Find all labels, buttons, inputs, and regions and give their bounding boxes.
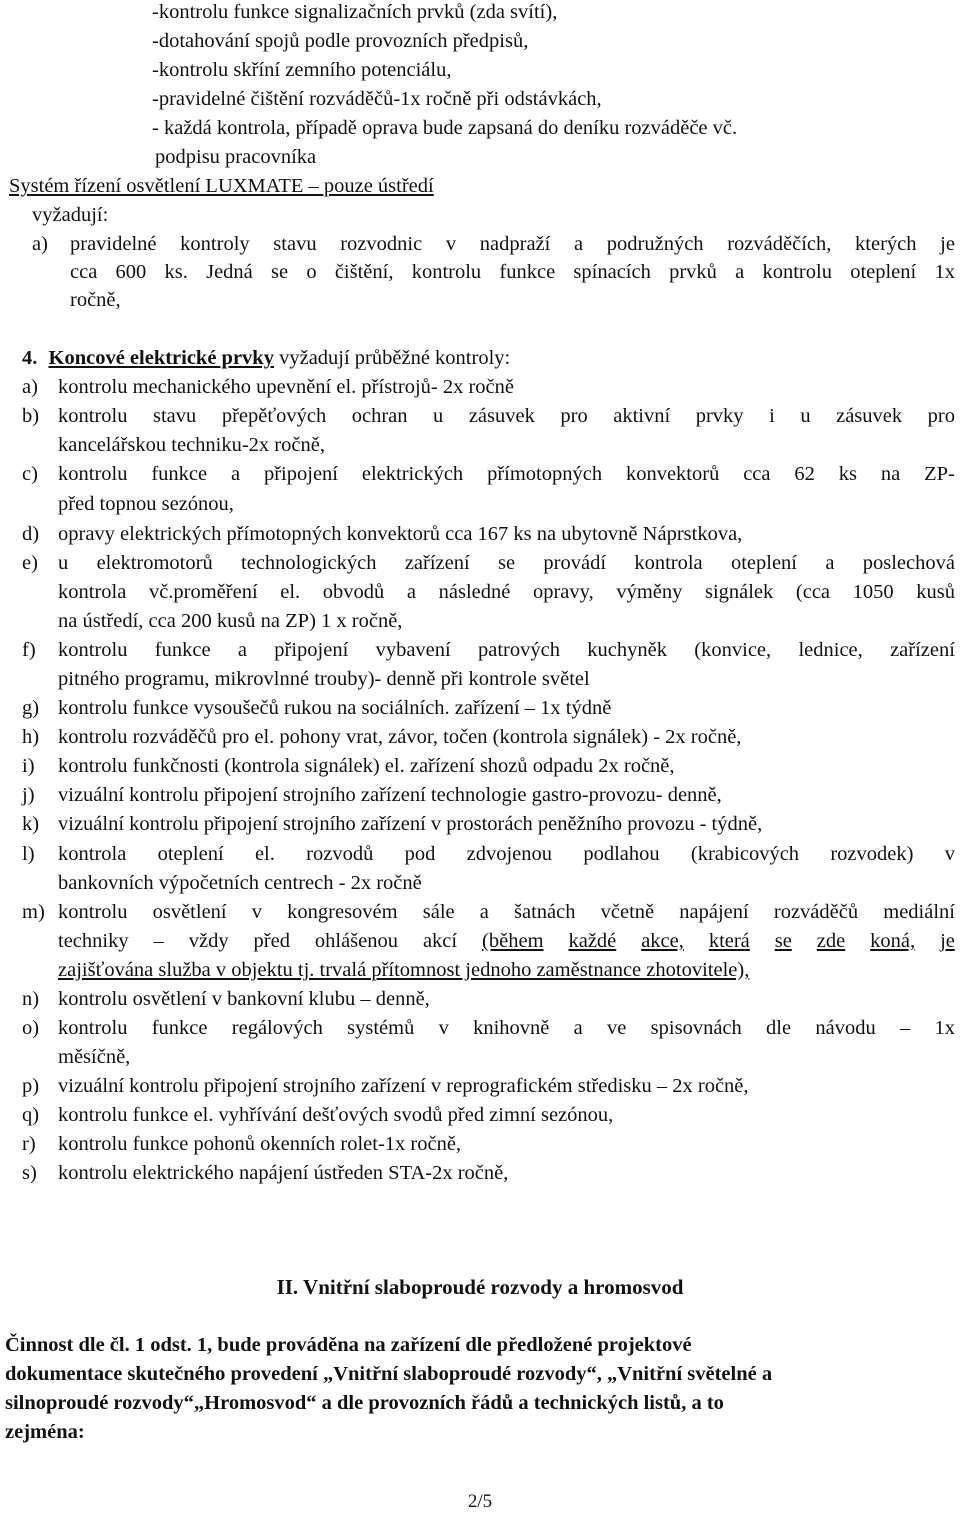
list-item-line: měsíčně,: [58, 1046, 131, 1068]
list-item-line: vizuální kontrolu připojení strojního zařízení v reprografickém středisku – 2x ročně,: [58, 1075, 749, 1097]
intro-line: -kontrolu funkce signalizačních prvků (zda svítí),: [152, 1, 558, 23]
activity-line: zejména:: [5, 1421, 85, 1443]
list-item-marker: o): [22, 1017, 40, 1039]
list-item-line: u elektromotorů technologických zařízení se provádí kontrola oteplení a poslechová: [58, 552, 955, 574]
intro-line: -kontrolu skříní zemního potenciálu,: [152, 59, 452, 81]
luxmate-item-a-line: ročně,: [70, 289, 121, 311]
list-item-line: bankovních výpočetních centrech - 2x ročně: [58, 872, 422, 894]
luxmate-requires: vyžadují:: [32, 204, 109, 226]
section4-number: 4.: [22, 347, 38, 369]
list-item-line: pitného programu, mikrovlnné trouby)- denně při kontrole světel: [58, 668, 590, 690]
activity-line: silnoproudé rozvody“„Hromosvod“ a dle provozních řádů a technických listů, a to: [5, 1392, 724, 1414]
section4-heading: [22, 344, 510, 372]
list-item-marker: m): [22, 901, 45, 923]
activity-line: Činnost dle čl. 1 odst. 1, bude prováděna na zařízení dle předložené projektové: [5, 1334, 692, 1356]
list-item-marker: r): [22, 1133, 36, 1155]
intro-line: - každá kontrola, případě oprava bude zapsaná do deníku rozváděče vč.: [152, 117, 738, 139]
list-item-marker: f): [22, 639, 36, 661]
list-item-line: kontrolu funkce pohonů okenních rolet-1x ročně,: [58, 1133, 462, 1155]
list-item-marker: a): [22, 376, 38, 398]
list-item-marker: e): [22, 552, 38, 574]
list-item-line: kontrolu funkce a připojení vybavení patrových kuchyněk (konvice, lednice, zařízení: [58, 639, 955, 661]
section4-title: Koncové elektrické prvky: [48, 347, 274, 369]
list-item-line: kontrolu osvětlení v kongresovém sále a šatnách včetně napájení rozváděčů mediální: [58, 901, 955, 923]
list-item-line: vizuální kontrolu připojení strojního zařízení v prostorách peněžního provozu - týdně,: [58, 813, 763, 835]
intro-line: -pravidelné čištění rozváděčů-1x ročně při odstávkách,: [152, 88, 602, 110]
list-item-line: kontrolu funkce vysoušečů rukou na sociálních. zařízení – 1x týdně: [58, 697, 612, 719]
list-item-line: kontrolu stavu přepěťových ochran u zásuvek pro aktivní prvky i u zásuvek pro: [58, 405, 955, 427]
list-item-line: kancelářskou techniku-2x ročně,: [58, 434, 325, 456]
list-item-line: kontrolu funkce a připojení elektrických přímotopných konvektorů cca 62 ks na ZP-: [58, 463, 955, 485]
section2-heading: II. Vnitřní slaboproudé rozvody a hromosvod: [276, 1275, 684, 1299]
list-item-line: kontrolu rozváděčů pro el. pohony vrat, závor, točen (kontrola signálek) - 2x ročně,: [58, 726, 742, 748]
list-item-marker: l): [22, 843, 35, 865]
list-item-line: kontrola vč.proměření el. obvodů a následné opravy, výměny signálek (cca 1050 kusů: [58, 581, 955, 603]
list-item-marker: n): [22, 988, 40, 1010]
list-item-marker: i): [22, 755, 35, 777]
list-item-marker: p): [22, 1075, 40, 1097]
list-item-line: opravy elektrických přímotopných konvektorů cca 167 ks na ubytovně Náprstkova,: [58, 523, 743, 545]
list-item-line: kontrolu mechanického upevnění el. přístrojů- 2x ročně: [58, 376, 514, 398]
list-item-line: na ústředí, cca 200 kusů na ZP) 1 x ročně,: [58, 610, 403, 632]
intro-line: -dotahování spojů podle provozních předpisů,: [152, 30, 529, 52]
list-item-line: před topnou sezónou,: [58, 493, 234, 515]
list-item-marker: q): [22, 1104, 40, 1126]
list-item-line: kontrola oteplení el. rozvodů pod zdvojenou podlahou (krabicových rozvodek) v: [58, 843, 955, 865]
list-item-line: kontrolu funkce el. vyhřívání dešťových svodů před zimní sezónou,: [58, 1104, 614, 1126]
luxmate-item-a-line: pravidelné kontroly stavu rozvodnic v nadpraží a podružných rozváděčích, kterých je: [70, 233, 955, 255]
list-item-line: kontrolu elektrického napájení ústředen STA-2x ročně,: [58, 1162, 509, 1184]
section4-rest: vyžadují průběžné kontroly:: [273, 347, 511, 369]
list-item-line: vizuální kontrolu připojení strojního zařízení technologie gastro-provozu- denně,: [58, 784, 722, 806]
list-item-marker: g): [22, 697, 40, 719]
list-item-marker: b): [22, 405, 40, 427]
list-item-line: zajišťována služba v objektu tj. trvalá přítomnost jednoho zaměstnance zhotovitele),: [58, 959, 750, 981]
list-item-line: kontrolu funkčnosti (kontrola signálek) el. zařízení shozů odpadu 2x ročně,: [58, 755, 675, 777]
list-item-line: kontrolu osvětlení v bankovní klubu – denně,: [58, 988, 430, 1010]
list-item-marker: c): [22, 463, 38, 485]
luxmate-heading: Systém řízení osvětlení LUXMATE – pouze ústředí: [9, 175, 434, 197]
list-item-marker: h): [22, 726, 40, 748]
intro-line: podpisu pracovníka: [155, 146, 317, 168]
list-item-line: kontrolu funkce regálových systémů v knihovně a ve spisovnách dle návodu – 1x: [58, 1017, 955, 1039]
list-item-marker: d): [22, 523, 40, 545]
luxmate-item-a-line: cca 600 ks. Jedná se o čištění, kontrolu funkce spínacích prvků a kontrolu oteplení 1x: [70, 261, 955, 283]
page-number: 2/5: [467, 1491, 493, 1512]
list-item-marker: k): [22, 813, 40, 835]
activity-line: dokumentace skutečného provedení „Vnitřní slaboproudé rozvody“, „Vnitřní světelné a: [5, 1363, 773, 1385]
list-item-marker: s): [22, 1162, 37, 1184]
list-item-line: techniky – vždy před ohlášenou akcí (během každé akce, která se zde koná, je: [58, 930, 955, 952]
list-item-marker: j): [22, 784, 35, 806]
luxmate-item-a-marker: a): [32, 233, 48, 255]
